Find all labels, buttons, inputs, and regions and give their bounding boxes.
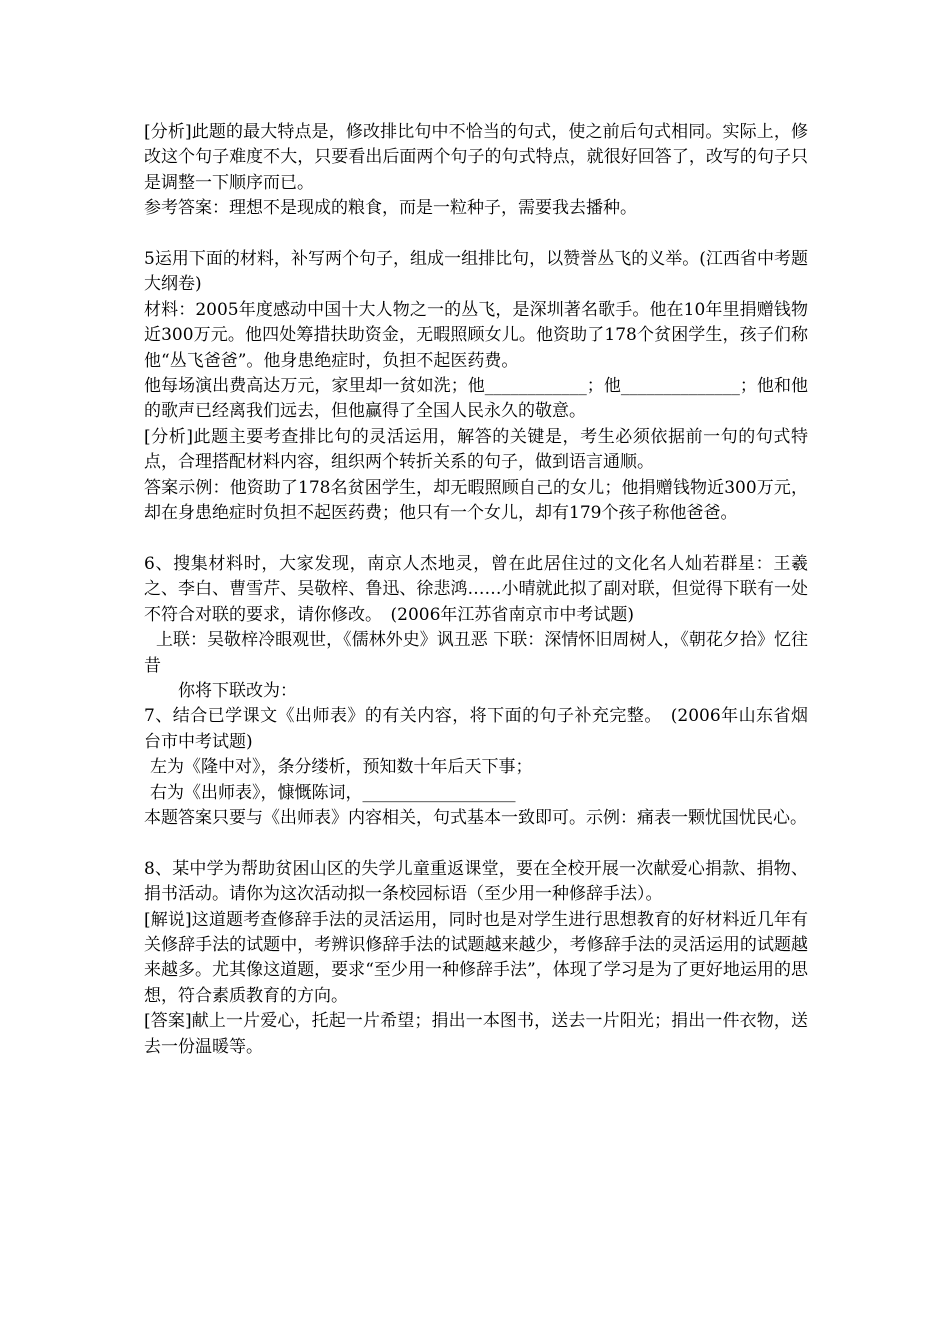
q4-analysis: [分析]此题的最大特点是，修改排比句中不恰当的句式，使之前后句式相同。实际上，修改这个句子难度不大，只要看出后面两个句子的句式特点，就很好回答了，改写的句子只是调整一下顺序而已。 — [144, 122, 808, 193]
q7-line1: 左为《隆中对》，条分缕析，预知数十年后天下事； — [150, 757, 533, 778]
q5-analysis: [分析]此题主要考查排比句的灵活运用，解答的关键是，考生必须依据前一句的句式特点，合理搭配材料内容，组织两个转折关系的句子，做到语言通顺。 — [144, 426, 808, 473]
q6-couplet: 上联：吴敬梓冷眼观世，《儒林外史》讽丑恶 下联：深情怀旧周树人，《朝花夕拾》忆往昔 — [144, 630, 808, 676]
q5-blank-sentence: 他每场演出费高达万元，家里却一贫如洗；他____________；他______________；他和他的歌声已经离我们远去，但他赢得了全国人民永久的敬意。 — [144, 376, 808, 422]
q8-answer: [答案]献上一片爱心，托起一片希望；捐出一本图书，送去一片阳光；捐出一件衣物，送去一份温暖等。 — [144, 1011, 808, 1057]
q8-explanation: [解说]这道题考查修辞手法的灵活运用，同时也是对学生进行思想教育的好材料近几年有关修辞手法的试题中，考辨识修辞手法的试题越来越少，考修辞手法的灵活运用的试题越来越多。尤其像这道题，要求“至少用一种修辞手法”，体现了学习是为了更好地运用的思想，符合素质教育的方向。 — [144, 909, 808, 1006]
q6-prompt: 你将下联改为： — [178, 680, 297, 701]
document-page — [144, 120, 808, 1060]
q5-material: 材料：2005年度感动中国十大人物之一的丛飞，是深圳著名歌手。他在10年里捐赠钱物近300万元。他四处筹措扶助资金，无暇照顾女儿。他资助了178个贫困学生，孩子们称他“丛飞爸爸”。他身患绝症时，负担不起医药费。 — [144, 299, 808, 371]
paragraph-gap — [144, 526, 808, 551]
q5-answer: 答案示例：他资助了178名贫困学生，却无暇照顾自己的女儿；他捐赠钱物近300万元，却在身患绝症时负担不起医药费；他只有一个女儿，却有179个孩子称他爸爸。 — [144, 477, 808, 524]
q7-question: 7、结合已学课文《出师表》的有关内容，将下面的句子补充完整。 (2006年山东省烟台市中考试题) — [144, 706, 808, 752]
q5-question: 5运用下面的材料，补写两个句子，组成一组排比句，以赞誉丛飞的义举。(江西省中考题大纲卷) — [144, 249, 808, 295]
q8-question: 8、某中学为帮助贫困山区的失学儿童重返课堂，要在全校开展一次献爱心捐款、捐物、捐书活动。请你为这次活动拟一条校园标语（至少用一种修辞手法）。 — [144, 858, 808, 905]
q7-line2: 右为《出师表》，慷慨陈词，__________________ — [150, 782, 516, 803]
q7-answer: 本题答案只要与《出师表》内容相关，句式基本一致即可。示例：痛表一颗忧国忧民心。 — [144, 807, 807, 828]
q4-answer: 参考答案：理想不是现成的粮食，而是一粒种子，需要我去播种。 — [144, 198, 637, 219]
q6-question: 6、搜集材料时，大家发现，南京人杰地灵，曾在此居住过的文化名人灿若群星：王羲之、李白、曹雪芹、吴敬梓、鲁迅、徐悲鸿……小晴就此拟了副对联，但觉得下联有一处不符合对联的要求，请你修改。 (2006年江苏省南京市中考试题) — [144, 553, 808, 625]
paragraph-gap — [144, 222, 808, 247]
paragraph-gap — [144, 831, 808, 856]
